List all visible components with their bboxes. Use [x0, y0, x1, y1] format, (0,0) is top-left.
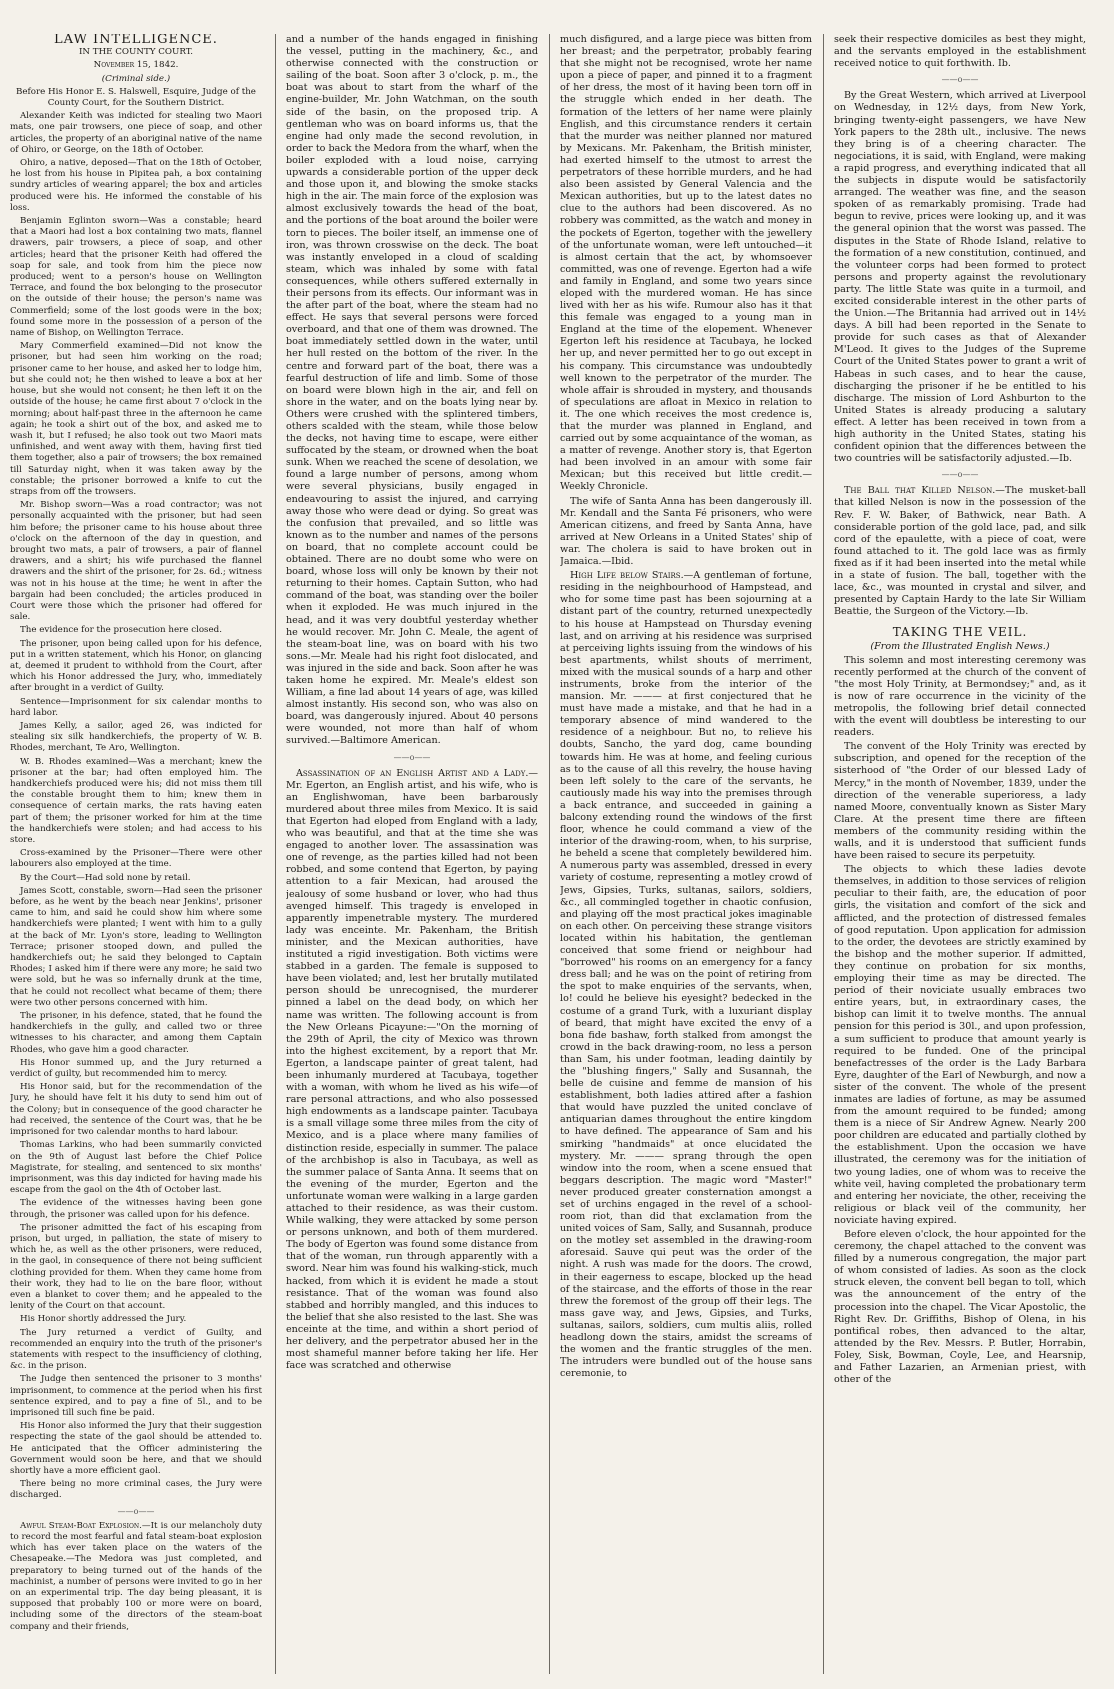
article-paragraph: The Judge then sentenced the prisoner to 3 months' imprisonment, to commence at the period when his first sentence expired, and to pay a fine of 5l., and to be imprisoned till such fine be paid.: [10, 1374, 262, 1418]
article-paragraph: The evidence for the prosecution here closed.: [20, 625, 222, 636]
assassination-article: [286, 768, 538, 1373]
column-4: [834, 34, 1086, 1674]
veil-source: (From the Illustrated English News.): [870, 640, 1050, 652]
article-paragraph: James Kelly, a sailor, aged 26, was indicted for stealing six silk handkerchiefs, the property of W. B. Rhodes, merchant, Te Aro, Wellington.: [10, 720, 262, 754]
article-paragraph: The convent of the Holy Trinity was erected by subscription, and opened for the reception of the sisterhood of "the Order of our blessed Lady of Mercy," in the month of November, 1839, under the direction of the venerable superioress, a lady named Moore, conventually known as Sister Mary Clare. At the present time there are fifteen members of the community residing within the walls, and it is understood that sufficient funds have been raised to secure its perpetuity.: [834, 741, 1086, 862]
section-separator: ——o——: [393, 752, 431, 762]
nelson-body: —The musket-ball that killed Nelson is now in the possession of the Rev. F. W. Baker, of Bathwick, near Bath. A considerable portion of the gold lace, pad, and silk cord of the epaulette, with a piece of coat, were found attached to it. The gold lace was as firmly fixed as if it had been inserted into the metal while in a state of fusion. The ball, together with the lace, &c., was mounted in crystal and silver, and presented by Captain Hardy to the late Sir William Beattie, the Surgeon of the Victory.—Ib.: [834, 485, 1086, 618]
article-paragraph: The evidence of the witnesses having been gone through, the prisoner was called upon for his defence.: [10, 1198, 262, 1220]
article-paragraph: The wife of Santa Anna has been dangerously ill. Mr. Kendall and the Santa Fé prisoners, who were American citizens, and freed by Santa Anna, have arrived at New Orleans in a United States' ship of war. The cholera is said to have broken out in Jamaica.—Ibid.: [560, 495, 812, 568]
article-paragraph: The prisoner, upon being called upon for his defence, put in a written statement, which his Honor, on glancing at, deemed it prudent to withhold from the Court, after which his Honor addressed the Jury, who, immediately after brought in a verdict of Guilty.: [10, 638, 262, 694]
section-separator: ——o——: [941, 75, 979, 85]
assassination-body: —Mr. Egerton, an English artist, and his wife, who is an Englishwoman, have been barbarously murdered about three miles from Mexico. It is said that Egerton had eloped from England with a lady, who was beautiful, and that at the time she was engaged to another lover. The assassination was one of revenge, as the parties killed had not been robbed, and some contend that Egerton, by paying attention to a fair Mexican, had aroused the jealousy of some husband or lover, who had thus avenged himself. This tragedy is enveloped in apparently impenetrable mystery. The murdered lady was enceinte. Mr. Pakenham, the British minister, and the Mexican authorities, have instituted a rigid investigation. Both victims were stabbed in a garden. The female is supposed to have been violated; and, lest her brutally mutilated person should be unrecognised, the murderer pinned a label on the dead body, on which her name was written. The following account is from the New Orleans Picayune:—"On the morning of the 29th of April, the city of Mexico was thrown into the highest excitement, by a report that Mr. Egerton, a landscape painter of great talent, had been inhumanly murdered at Tacubaya, together with a woman, with whom he lived as his wife—of rare personal attractions, and who also possessed high endowments as a landscape painter. Tacubaya is a small village some three miles from the city of Mexico, and is a place where many families of distinction reside, especially in summer. The palace of the archbishop is also in Tacubaya, as well as the summer palace of Santa Anna. It seems that on the evening of the murder, Egerton and the unfortunate woman were walking in a large garden attached to their residence, as was their custom. While walking, they were attacked by some person or persons unknown, and both of them murdered. The body of Egerton was found some distance from that of the woman, run through apparently with a sword. Near him was found his walking-stick, much hacked, from which it is evident he made a stout resistance. That of the woman was found also stabbed and horribly mangled, and this induces to the belief that she also resisted to the last. She was enceinte at the time, and within a short period of her delivery, and the perpetrator abused her in the most shameful manner before taking her life. Her face was scratched and otherwise: [286, 767, 538, 1372]
explosion-body: —It is our melancholy duty to record the most fearful and fatal steam-boat explosion which has ever taken place on the waters of the Chesapeake.—The Medora was just completed, and preparatory to being turned out of the hands of the machinist, a number of persons were invited to go in her on an experimental trip. The day being pleasant, it is supposed that probably 100 or more were on board, including some of the directors of the steam-boat company and their friends,: [10, 1520, 262, 1632]
court-before: Before His Honor E. S. Halswell, Esquire, Judge of the County Court, for the Southern District.: [16, 86, 256, 109]
column-2: [286, 34, 538, 1674]
veil-title: TAKING THE VEIL.: [892, 625, 1028, 640]
high-life-heading: High Life below Stairs.: [570, 570, 684, 582]
article-paragraph: The objects to which these ladies devote themselves, in addition to those services of religion peculiar to their faith, are, the education of poor girls, the visitation and comfort of the sick and afflicted, and the protection of distressed females of good reputation. Upon application for admission to the order, the devotees are strictly examined by the bishop and the mother superior. If admitted, they continue on probation for six months, employing their time as may be directed. The period of their noviciate usually embraces two entire years, but, in extraordinary cases, the bishop can limit it to twelve months. The annual pension for this period is 30l., and upon profession, a sum sufficient to produce that amount yearly is required to be funded. One of the principal benefactresses of the order is the Lady Barbara Eyre, daughter of the Earl of Newburgh, and now a sister of the convent. The whole of the present inmates are ladies of fortune, as may be assumed from the amount required to be funded; among them is a niece of Sir Andrew Agnew. Nearly 200 poor children are educated and partially clothed by the establishment. Upon the occasion we have illustrated, the ceremony was for the initiation of two young ladies, one of whom was to receive the white veil, having completed the probationary term and entering her noviciate, the other, receiving the religious or black veil of the community, her noviciate having expired.: [834, 864, 1086, 1226]
article-paragraph: His Honor summed up, and the Jury returned a verdict of guilty, but recommended him to mercy.: [10, 1057, 262, 1080]
article-paragraph: This solemn and most interesting ceremony was recently performed at the church of the convent of "the most Holy Trinity, at Bermondsey;" and, as it is now of rare occurrence in the vicinity of the metropolis, the following brief detail connected with the event will doubtless be interesting to our readers.: [834, 654, 1086, 739]
article-paragraph: James Scott, constable, sworn—Had seen the prisoner before, as he went by the beach near Jenkins', prisoner came to him, and said he could show him where some handkerchiefs were planted; I went with him to a gully at the back of Mr. Lyon's store, leading to Wellington Terrace; prisoner stooped down, and pulled the handkerchiefs out; he said they belonged to Captain Rhodes; I asked him if there were any more; he said two were sold, but he was so infernally drunk at the time, that he could not recollect what became of them; there were two other persons concerned with him.: [10, 885, 262, 1008]
article-paragraph: His Honor said, but for the recommendation of the Jury, he should have felt it his duty to send him out of the Colony; but in consequence of the good character he had received, the sentence of the Court was, that he be imprisoned for two calendar months to hard labour.: [10, 1082, 262, 1138]
nelson-heading: The Ball that Killed Nelson.: [844, 485, 996, 497]
column-rule: [549, 34, 550, 1674]
article-paragraph: The Jury returned a verdict of Guilty, and recommended an enquiry into the truth of the prisoner's statements with respect to the insufficiency of clothing, &c. in the prison.: [10, 1327, 262, 1372]
article-paragraph: There being no more criminal cases, the Jury were discharged.: [10, 1479, 262, 1501]
article-paragraph: Mary Commerfield examined—Did not know the prisoner, but had seen him working on the road; prisoner came to her house, and asked her to lodge him, but she could not; he then wished to leave a box at her house, but she would not consent; he then left it on the outside of the house; he came first about 7 o'clock in the morning; about half-past three in the afternoon he came again; he took a shirt out of the box, and asked me to wash it, but I refused; he also took out two Maori mats unfinished, and went away with them, having first tied them together, also a pair of trowsers; the box remained till Saturday night, when it was taken away by the constable; the prisoner borrowed a knife to cut the straps from off the trowsers.: [10, 341, 262, 497]
section-separator: ——o——: [117, 1506, 155, 1516]
nelson-article: [834, 485, 1086, 618]
article-paragraph: By the Court—Had sold none by retail.: [20, 872, 191, 883]
article-paragraph: Before eleven o'clock, the hour appointed for the ceremony, the chapel attached to the convent was filled by a numerous congregation, the major part of whom consisted of ladies. As soon as the clock struck eleven, the convent bell began to toll, which was the announcement of the entry of the procession into the chapel. The Vicar Apostolic, the Right Rev. Dr. Griffiths, Bishop of Olena, in his pontifical robes, then advanced to the altar, attended by the Rev. Messrs. P. Butler, Horrabin, Foley, Sisk, Bowman, Coyle, Lee, and Hearsnip, and Father Lazarien, an Armenian priest, with other of the: [834, 1229, 1086, 1386]
article-paragraph: Benjamin Eglinton sworn—Was a constable; heard that a Maori had lost a box containing two mats, flannel drawers, pair trowsers, a piece of soap, and other articles; heard that the prisoner Keith had offered the soap for sale, and took from him the piece now produced; went to a person's house on Wellington Terrace, and found the box belonging to the prosecutor on the outside of their house; the person's name was Commerfield; some of the lost goods were in the box; found some more in the possession of a person of the name of Bishop, on Wellington Terrace.: [10, 216, 262, 339]
article-paragraph: Mr. Bishop sworn—Was a road contractor; was not personally acquainted with the prisoner, but had seen him before; the prisoner came to his house about three o'clock on the afternoon of the day in question, and brought two mats, a pair of trowsers, a pair of flannel drawers, and a shirt; his wife purchased the flannel drawers and the shirt of the prisoner, for 2s. 6d.; witness was not in his house at the time; he went in after the bargain had been concluded; the articles produced in Court were those which the prisoner had offered for sale.: [10, 500, 262, 623]
court-side: (Criminal side.): [101, 73, 171, 84]
assassination-heading: Assassination of an English Artist and a Lady.: [296, 767, 529, 779]
explosion-heading: Awful Steam-Boat Explosion.: [20, 1520, 142, 1531]
law-intelligence-heading: LAW INTELLIGENCE.: [54, 34, 218, 47]
article-paragraph: His Honor also informed the Jury that their suggestion respecting the state of the gaol should be attended to. He anticipated that the Officer administering the Government would soon be here, and that we should shortly have a more efficient gaol.: [10, 1421, 262, 1476]
high-life-article: [560, 570, 812, 1380]
column-3: [560, 34, 812, 1674]
article-paragraph: Thomas Larkins, who had been summarily convicted on the 9th of August last before the Chief Police Magistrate, for stealing, and sentenced to six months' imprisonment, was this day indicted for having made his escape from the gaol on the 4th of October last.: [10, 1140, 262, 1196]
article-paragraph: W. B. Rhodes examined—Was a merchant; knew the prisoner at the bar; had often employed him. The handkerchiefs produced were his; did not miss them till the constable brought them to him; knew them in consequence of certain marks, the rats having eaten part of them; the prisoner worked for him at the time the handkerchiefs were stolen; and had access to his store.: [10, 756, 262, 846]
explosion-article: [10, 1521, 262, 1633]
section-separator: ——o——: [941, 470, 979, 480]
column-rule: [823, 34, 824, 1674]
article-paragraph: and a number of the hands engaged in finishing the vessel, putting in the machinery, &c., and otherwise connected with the construction or sailing of the boat. Soon after 3 o'clock, p. m., the boat was about to start from the wharf of the engine-builder, Mr. John Watchman, on the south side of the basin, on the proposed trip. A gentleman who was on board informs us, that the engine had only made the second revolution, in order to back the Medora from the wharf, when the boiler exploded with a loud noise, carrying upwards a considerable portion of the upper deck and those upon it, and blowing the smoke stacks high in the air. The main force of the explosion was almost exclusively towards the head of the boat, and the portions of the boat around the boiler were torn to pieces. The boiler itself, an immense one of iron, was thrown crosswise on the deck. The boat was instantly enveloped in a cloud of scalding steam, which was inhaled by some with fatal consequences, while others suffered externally in their persons from its effects. Our informant was in the after part of the boat, where the steam had no effect. He says that several persons were forced overboard, and that one of them was drowned. The boat immediately settled down in the water, until her hull rested on the bottom of the river. In the centre and forward part of the boat, there was a fearful destruction of life and limb. Some of those on board were blown high in the air, and fell on shore in the water, and on the boats lying near by. Others were crushed with the splintered timbers, others scalded with the steam, while those below the decks, not having time to escape, were either suffocated by the steam, or drowned when the boat sunk. When we reached the scene of desolation, we found a large number of persons, among whom were several physicians, busily engaged in endeavouring to assist the injured, and carrying away those who were dead or dying. So great was the confusion that prevailed, and so little was known as to the number and names of the persons on board, that no complete account could be obtained. There are no doubt some who were on board, whose loss will only be known by their not returning to their homes. Captain Sutton, who had command of the boat, was standing over the boiler when it exploded. He was much injured in the head, and it was very doubtful yesterday whether he would recover. Mr. John C. Meale, the agent of the steam-boat line, was on board with his two sons.—Mr. Meale had his right foot dislocated, and was injured in the side and back. Soon after he was taken home he expired. Mr. Meale's eldest son William, a fine lad about 14 years of age, was killed almost instantly. His second son, who was also on board, was dangerously injured. About 40 persons were wounded, not more than half of whom survived.—Baltimore American.: [286, 34, 538, 747]
column-1: [10, 34, 262, 1674]
article-paragraph: Cross-examined by the Prisoner—There were other labourers also employed at the time.: [10, 848, 262, 870]
high-life-body: —A gentleman of fortune, residing in the neighbourhood of Hampstead, and who for some time past has been sojourning at a distant part of the country, returned unexpectedly to his house at Hampstead on Thursday evening last, and on arriving at his residence was surprised at perceiving lights issuing from the windows of his best apartments, whilst shouts of merriment, mixed with the musical sounds of a harp and other instruments, broke from the interior of the mansion. Mr. ——— at first conjectured that he must have made a mistake, and that he had in a temporary absence of mind wandered to the residence of a neighbour. But no, to relieve his doubts, Sancho, the yard dog, came bounding towards him. He was at home, and feeling curious as to the cause of all this revelry, the house having been left solely to the care of the servants, he cautiously made his way into the premises through a back entrance, and succeeded in gaining a balcony extending round the windows of the first floor, whence he could command a view of the interior of the drawing-room, when, to his surprise, he beheld a scene that completely bewildered him. A numerous party was assembled, dressed in every variety of costume, representing a motley crowd of Jews, Gipsies, Turks, sultanas, sailors, soldiers, &c., all commingled together in chaotic confusion, and playing off the most practical jokes imaginable on each other. On perceiving these strange visitors located within his habitation, the gentleman conceived that some friend or neighbour had "borrowed" his rooms on an emergency for a fancy dress ball; and he was on the point of retiring from the spot to make enquiries of the servants, when, lo! could he believe his eyesight? bedecked in the costume of a grand Turk, with a luxuriant display of beard, that might have excited the envy of a bona fide bashaw, forth stalked from amongst the crowd in the back drawing-room, no less a person than Sam, his under footman, leading daintily by the "blushing fingers," Sally and Susannah, the belle de cuisine and femme de mansion of his establishment, both ladies attired after a fashion that would have puzzled the united conclave of antiquarian dames throughout the entire kingdom to have defined. The appearance of Sam and his smirking "handmaids" at once elucidated the mystery. Mr. ——— sprang through the open window into the room, when a scene ensued that beggars description. The magic word "Master!" never produced greater consternation amongst a set of urchins engaged in the revel of a school-room riot, than did that exclamation from the united voices of Sam, Sally, and Susannah, produce on the motley set assembled in the drawing-room aforesaid. Sauve qui peut was the order of the night. A rush was made for the doors. The crowd, in their eagerness to escape, blocked up the head of the staircase, and the efforts of those in the rear threw the foremost of the group off their legs. The mass gave way, and Jews, Gipsies, and Turks, sultanas, sailors, soldiers, cum multis aliis, rolled headlong down the stairs, amidst the screams of the women and the frantic struggles of the men. The intruders were bundled out of the house sans ceremonie, to: [560, 570, 812, 1380]
article-paragraph: By the Great Western, which arrived at Liverpool on Wednesday, in 12½ days, from New York, bringing twenty-eight passengers, we have New York papers to the 28th ult., inclusive. The news they bring is of a cheering character. The negociations, it is said, with England, were making a rapid progress, and everything indicated that all the subjects in dispute would be satisfactorily arranged. The weather was fine, and the season spoken of as remarkably promising. Trade had begun to revive, prices were looking up, and it was the general opinion that the worst was passed. The disputes in the State of Rhode Island, relative to the formation of a new constitution, continued, and the volunteer corps had been formed to protect persons and property against the revolutionary party. The little State was quite in a turmoil, and excited considerable interest in the other parts of the Union.—The Britannia had arrived out in 14½ days. A bill had been reported in the Senate to provide for such cases as that of Alexander M'Leod. It gives to the Judges of the Supreme Court of the United States power to grant a writ of Habeas in such cases, and to hear the cause, discharging the prisoner if he be entitled to his discharge. The mission of Lord Ashburton to the United States is already producing a salutary effect. A letter has been received in town from a high authority in the United States, stating his confident opinion that the differences between the two countries will be satisfactorily adjusted.—Ib.: [834, 90, 1086, 465]
article-paragraph: Sentence—Imprisonment for six calendar months to hard labor.: [10, 696, 262, 718]
column-rule: [275, 34, 276, 1674]
article-paragraph: much disfigured, and a large piece was bitten from her breast; and the perpetrator, probably fearing that she might not be recognised, wrote her name upon a piece of paper, and pinned it to a fragment of her dress, the most of it having been torn off in the struggle which ended in her death. The formation of the letters of her name were plainly English, and this circumstance renders it certain that the murder was neither planned nor matured by Mexicans. Mr. Pakenham, the British minister, had exerted himself to the utmost to arrest the perpetrators of these horrible murders, and he had also been assisted by General Valencia and the Mexican authorities, but up to the latest dates no clue to the authors had been discovered. As no robbery was committed, as the watch and money in the pockets of Egerton, together with the jewellery of the unfortunate woman, were left untouched—it is almost certain that the act, by whomsoever committed, was one of revenge. Egerton had a wife and family in England, and some two years since eloped with the murdered woman. He has since lived with her as his wife. Rumour also has it that this female was engaged to a young man in England at the time of the elopement. Whenever Egerton left his residence at Tacubaya, he locked her up, and never permitted her to go out except in his company. This circumstance was undoubtedly well known to the perpetrator of the murder. The whole affair is shrouded in mystery, and thousands of speculations are afloat in Mexico in relation to it. The one which receives the most credence is, that the murder was planned in England, and carried out by some acquaintance of the woman, as a matter of revenge. Another story is, that Egerton had been involved in an amour with some fair Mexican; but this received but little credit.—Weekly Chronicle.: [560, 34, 812, 493]
article-paragraph: The prisoner admitted the fact of his escaping from prison, but urged, in palliation, the state of misery to which he, as well as the other prisoners, were reduced, in the gaol, in consequence of there not being sufficient clothing provided for them. When they came home from their work, they had to lie on the bare floor, without even a blanket to cover them; and he appealed to the lenity of the Court on that account.: [10, 1222, 262, 1312]
court-date: November 15, 1842.: [93, 60, 179, 71]
article-paragraph: His Honor shortly addressed the Jury.: [20, 1314, 187, 1325]
article-paragraph: Alexander Keith was indicted for stealing two Maori mats, one pair trowsers, one piece of soap, and other articles, the property of an aboriginal native of the name of Ohiro, or George, on the 18th of October.: [10, 111, 262, 155]
court-heading: IN THE COUNTY COURT.: [78, 47, 193, 58]
article-paragraph: The prisoner, in his defence, stated, that he found the handkerchiefs in the gully, and called two or three witnesses to his character, and among them Captain Rhodes, who gave him a good character.: [10, 1011, 262, 1055]
article-paragraph: Ohiro, a native, deposed—That on the 18th of October, he lost from his house in Pipitea pah, a box containing sundry articles of wearing apparel; the box and articles produced were his. He informed the constable of his loss.: [10, 158, 262, 213]
article-paragraph: seek their respective domiciles as best they might, and the servants employed in the establishment received notice to quit forthwith. Ib.: [834, 34, 1086, 70]
